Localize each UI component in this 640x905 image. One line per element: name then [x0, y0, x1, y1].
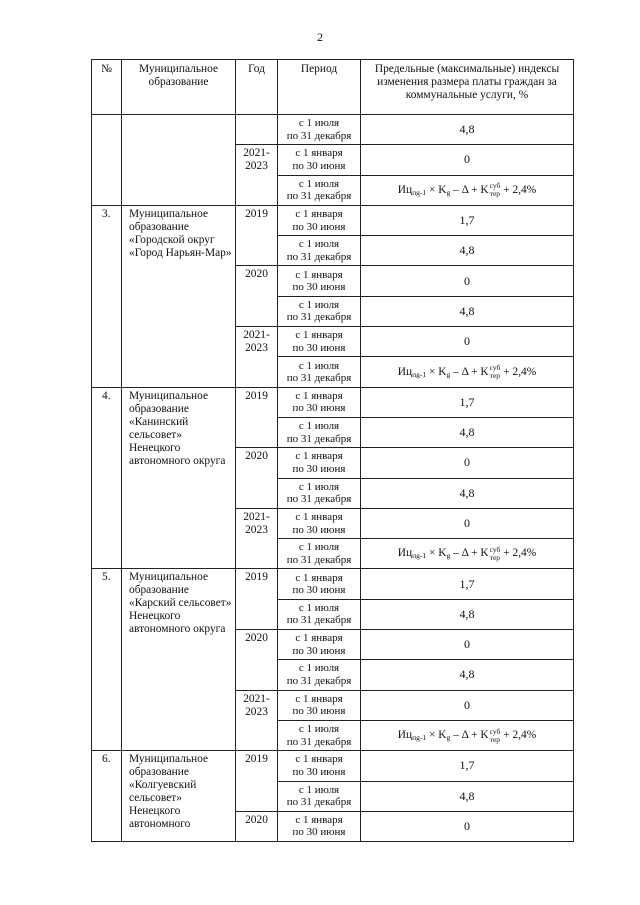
index-formula: Ицпg-1 × Kg – Δ + K суб тер + 2,4%	[397, 544, 537, 562]
row-number: 3.	[92, 205, 122, 387]
table-body	[92, 115, 574, 842]
period-cell: с 1 июля по 31 декабря	[278, 599, 361, 629]
index-formula: Ицпg-1 × Kg – Δ + K суб тер + 2,4%	[397, 181, 537, 199]
period-cell: с 1 января по 30 июня	[278, 327, 361, 357]
year-cell: 2020	[236, 266, 278, 327]
index-formula: Ицпg-1 × Kg – Δ + K суб тер + 2,4%	[397, 363, 537, 381]
year-cell	[236, 115, 278, 145]
municipality-name: Муниципальное образование «Карский сельсовет» Ненецкого автономного округа	[122, 569, 236, 751]
index-value-cell: 0	[361, 508, 574, 538]
table-row	[92, 569, 574, 599]
header-index: Предельные (максимальные) индексы изменения размера платы граждан за коммунальные услуги, %	[361, 60, 574, 115]
index-value-cell: 0	[361, 327, 574, 357]
year-cell: 2020	[236, 811, 278, 841]
year-cell: 2021- 2023	[236, 508, 278, 569]
index-value-cell: 4,8	[361, 417, 574, 447]
index-value-cell: 4,8	[361, 781, 574, 811]
period-cell: с 1 июля по 31 декабря	[278, 296, 361, 326]
period-cell: с 1 июля по 31 декабря	[278, 417, 361, 447]
num-cell	[92, 115, 122, 206]
table-row	[92, 115, 574, 145]
index-value-cell: 0	[361, 266, 574, 296]
year-cell: 2021- 2023	[236, 327, 278, 388]
year-cell: 2019	[236, 569, 278, 630]
header-municipality: Муниципальное образование	[122, 60, 236, 115]
table-row	[92, 751, 574, 781]
row-number: 5.	[92, 569, 122, 751]
header-num: №	[92, 60, 122, 115]
period-cell: с 1 января по 30 июня	[278, 387, 361, 417]
page-number: 2	[317, 30, 323, 44]
index-value-cell: 0	[361, 811, 574, 841]
tariff-index-table	[91, 59, 574, 842]
index-value-cell: 1,7	[361, 205, 574, 235]
index-value-cell: 4,8	[361, 296, 574, 326]
municipality-name: Муниципальное образование «Канинский сельсовет» Ненецкого автономного округа	[122, 387, 236, 569]
period-cell: с 1 июля по 31 декабря	[278, 539, 361, 569]
index-value-cell: 1,7	[361, 751, 574, 781]
row-number: 6.	[92, 751, 122, 842]
index-value-cell: 1,7	[361, 387, 574, 417]
period-cell: с 1 января по 30 июня	[278, 448, 361, 478]
period-cell: с 1 июля по 31 декабря	[278, 115, 361, 145]
period-cell: с 1 июля по 31 декабря	[278, 175, 361, 205]
table-row	[92, 205, 574, 235]
municipality-name: Муниципальное образование «Колгуевский сельсовет» Ненецкого автономного	[122, 751, 236, 842]
year-cell: 2020	[236, 448, 278, 509]
period-cell: с 1 июля по 31 декабря	[278, 781, 361, 811]
header-year: Год	[236, 60, 278, 115]
year-cell: 2019	[236, 205, 278, 266]
table-row	[92, 387, 574, 417]
period-cell: с 1 января по 30 июня	[278, 569, 361, 599]
year-cell: 2019	[236, 751, 278, 812]
year-cell: 2021- 2023	[236, 145, 278, 206]
period-cell: с 1 января по 30 июня	[278, 508, 361, 538]
municipality-cell	[122, 115, 236, 206]
row-number: 4.	[92, 387, 122, 569]
period-cell: с 1 января по 30 июня	[278, 266, 361, 296]
period-cell: с 1 января по 30 июня	[278, 145, 361, 175]
index-value-cell: 4,8	[361, 478, 574, 508]
municipality-name: Муниципальное образование «Городской округ «Город Нарьян-Мар»	[122, 205, 236, 387]
period-cell: с 1 июля по 31 декабря	[278, 236, 361, 266]
index-value-cell: 4,8	[361, 236, 574, 266]
index-formula: Ицпg-1 × Kg – Δ + K суб тер + 2,4%	[397, 726, 537, 744]
index-formula-cell	[361, 175, 574, 205]
period-cell: с 1 января по 30 июня	[278, 205, 361, 235]
period-cell: с 1 июля по 31 декабря	[278, 720, 361, 750]
index-formula-cell	[361, 357, 574, 387]
year-cell: 2020	[236, 630, 278, 691]
period-cell: с 1 января по 30 июня	[278, 811, 361, 841]
index-value-cell: 1,7	[361, 569, 574, 599]
index-value-cell: 4,8	[361, 660, 574, 690]
index-value-cell: 4,8	[361, 599, 574, 629]
period-cell: с 1 января по 30 июня	[278, 630, 361, 660]
year-cell: 2019	[236, 387, 278, 448]
index-formula-cell	[361, 539, 574, 569]
period-cell: с 1 января по 30 июня	[278, 690, 361, 720]
header-period: Период	[278, 60, 361, 115]
year-cell: 2021- 2023	[236, 690, 278, 751]
period-cell: с 1 июля по 31 декабря	[278, 660, 361, 690]
index-value-cell: 4,8	[361, 115, 574, 145]
table-header-row	[92, 60, 574, 115]
period-cell: с 1 июля по 31 декабря	[278, 478, 361, 508]
index-formula-cell	[361, 720, 574, 750]
index-value-cell: 0	[361, 145, 574, 175]
index-value-cell: 0	[361, 448, 574, 478]
index-value-cell: 0	[361, 630, 574, 660]
period-cell: с 1 июля по 31 декабря	[278, 357, 361, 387]
period-cell: с 1 января по 30 июня	[278, 751, 361, 781]
index-value-cell: 0	[361, 690, 574, 720]
